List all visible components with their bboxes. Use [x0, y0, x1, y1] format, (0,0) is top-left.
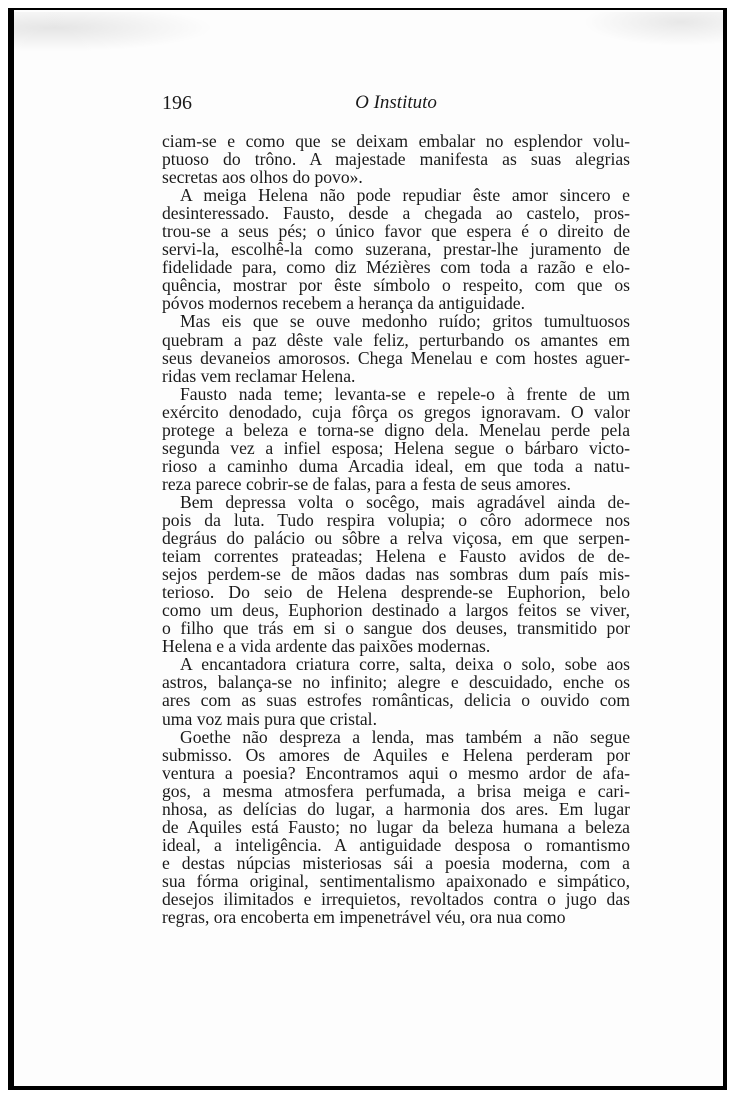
body-text — [162, 132, 630, 926]
text-line: rioso a caminho duma Arcadia ideal, em que toda a natu- — [162, 455, 630, 476]
text-line: exército denodado, cuja fôrça os gregos ignoravam. O valor — [162, 401, 630, 422]
running-title: O Instituto — [355, 92, 437, 113]
text-line: desinteressado. Fausto, desde a chegada ao castelo, pros- — [162, 203, 630, 224]
text-line: sejos perdem-se de mãos dadas nas sombras dum país mis- — [162, 564, 630, 585]
text-line: protege a beleza e torna-se digno dela. Menelau perde pela — [162, 419, 630, 440]
text-line: póvos modernos recebem a herança da antiguidade. — [162, 293, 525, 314]
text-line: degráus do palácio ou sôbre a relva viçosa, em que serpen- — [162, 528, 630, 549]
scan-smudge — [14, 12, 214, 52]
text-line: A meiga Helena não pode repudiar êste amor sincero e — [180, 185, 630, 206]
text-line: ptuoso do trôno. A majestade manifesta as suas alegrias — [162, 149, 630, 170]
text-line: ares com as suas estrofes românticas, delicia o ouvido com — [162, 690, 630, 711]
text-line: A encantadora criatura corre, salta, deixa o solo, sobe aos — [180, 654, 630, 675]
text-line: Fausto nada teme; levanta-se e repele-o à frente de um — [180, 383, 630, 404]
text-line: Helena e a vida ardente das paixões modernas. — [162, 636, 491, 657]
text-line: seus devaneios amorosos. Chega Menelau e com hostes aguer- — [162, 347, 630, 368]
text-line: astros, balança-se no infinito; alegre e descuidado, enche os — [162, 672, 630, 693]
text-line: Mas eis que se ouve medonho ruído; gritos tumultuosos — [180, 311, 630, 332]
text-line: nhosa, as delícias do lugar, a harmonia dos ares. Em lugar — [162, 798, 630, 819]
text-line: secretas aos olhos do povo». — [162, 167, 363, 188]
page-number: 196 — [162, 92, 192, 114]
text-line: o filho que trás em si o sangue dos deuses, transmitido por — [162, 618, 630, 639]
text-line: teiam correntes prateadas; Helena e Fausto avidos de de- — [162, 546, 630, 567]
text-line: ciam-se e como que se deixam embalar no esplendor volu- — [162, 131, 630, 151]
text-line: quência, mostrar por êste símbolo o respeito, com que os — [162, 275, 630, 296]
paragraph — [162, 132, 630, 186]
text-line: fidelidade para, como diz Mézières com toda a razão e elo- — [162, 257, 630, 278]
text-line: Bem depressa volta o socêgo, mais agradável ainda de- — [180, 491, 630, 512]
text-line: sua fórma original, sentimentalismo apaixonado e simpático, — [162, 870, 630, 891]
text-line: e destas núpcias misteriosas sái a poesia moderna, com a — [162, 852, 630, 873]
text-line: servi-la, escolhê-la como suzerana, prestar-lhe juramento de — [162, 239, 630, 260]
text-line: Goethe não despreza a lenda, mas também a não segue — [180, 726, 630, 747]
paragraph — [162, 493, 630, 655]
text-line: regras, ora encoberta em impenetrável véu, ora nua como — [162, 907, 566, 928]
text-line: ventura a poesia? Encontramos aqui o mesmo ardor de afa- — [162, 762, 630, 783]
text-line: segunda vez a infiel esposa; Helena segue o bárbaro victo- — [162, 437, 630, 458]
text-line: pois da luta. Tudo respira volupia; o côro adormece nos — [162, 509, 630, 530]
text-line: gos, a mesma atmosfera perfumada, a brisa meiga e cari- — [162, 780, 630, 801]
scan-smudge — [583, 12, 723, 46]
text-line: ideal, a inteligência. A antiguidade desposa o romantismo — [162, 834, 630, 855]
text-line: desejos ilimitados e irrequietos, revoltados contra o jugo das — [162, 888, 630, 909]
paragraph — [162, 728, 630, 927]
text-line: reza parece cobrir-se de falas, para a festa de seus amores. — [162, 473, 571, 494]
text-line: submisso. Os amores de Aquiles e Helena perderam por — [162, 744, 630, 765]
paragraph — [162, 312, 630, 384]
text-line: uma voz mais pura que cristal. — [162, 708, 377, 729]
text-line: como um deus, Euphorion destinado a largos feitos se viver, — [162, 600, 630, 621]
text-line: quebram a paz dêste vale feliz, perturbando os amantes em — [162, 329, 630, 350]
paragraph — [162, 385, 630, 493]
paragraph — [162, 655, 630, 727]
text-line: terioso. Do seio de Helena desprende-se Euphorion, belo — [162, 582, 630, 603]
text-line: ridas vem reclamar Helena. — [162, 365, 356, 386]
text-line: trou-se a seus pés; o único favor que espera é o direito de — [162, 221, 630, 242]
text-line: de Aquiles está Fausto; no lugar da beleza humana a beleza — [162, 816, 630, 837]
paragraph — [162, 186, 630, 312]
running-head — [162, 92, 630, 118]
